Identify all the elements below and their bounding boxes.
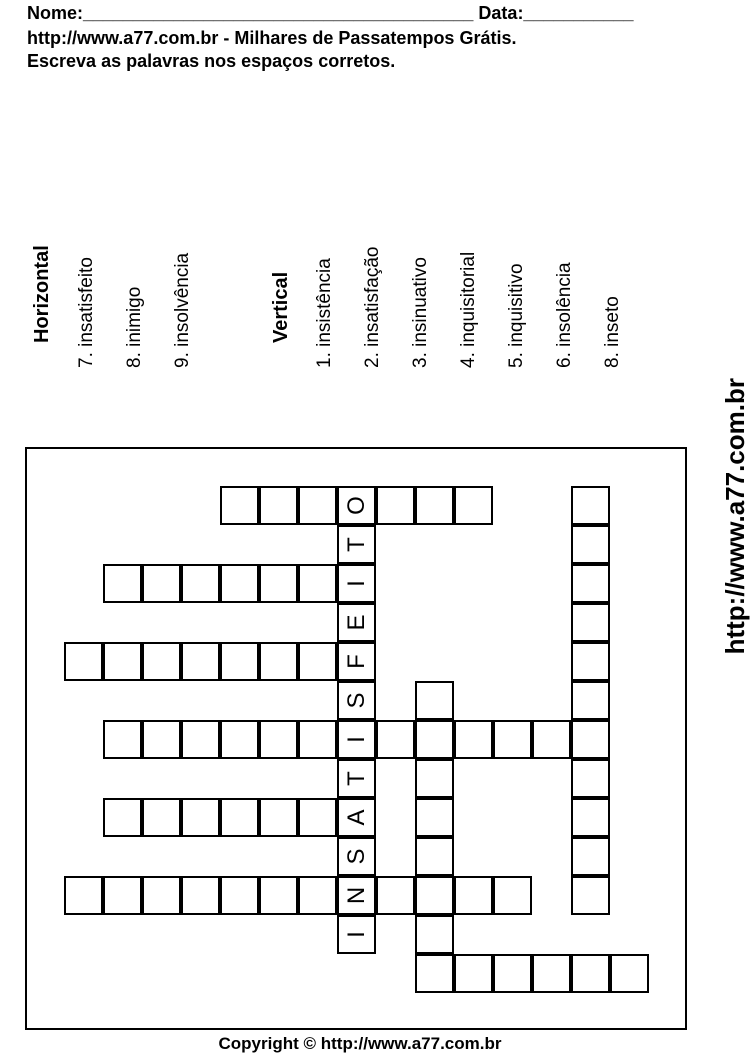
crossword-cell[interactable] [454,954,493,993]
crossword-cell[interactable] [415,720,454,759]
vertical-heading: Vertical [270,271,292,343]
clue-vertical-5: 5. inquisitivo [506,263,527,368]
crossword-cell[interactable] [64,642,103,681]
crossword-cell[interactable] [259,486,298,525]
name-date-line: Nome:_______________________________________ Data:___________ [27,3,634,23]
crossword-cell[interactable] [259,642,298,681]
crossword-cell[interactable] [571,798,610,837]
given-letter: E [342,614,370,631]
crossword-cell[interactable] [415,759,454,798]
crossword-cell[interactable] [571,564,610,603]
crossword-cell[interactable] [259,876,298,915]
clue-horizontal-9: 9. insolvência [172,252,193,368]
crossword-cell[interactable] [181,876,220,915]
crossword-cell[interactable] [571,486,610,525]
crossword-cell[interactable] [454,876,493,915]
crossword-cell[interactable] [571,876,610,915]
crossword-cell[interactable] [259,564,298,603]
crossword-cell[interactable] [571,681,610,720]
crossword-cell[interactable] [142,564,181,603]
crossword-cell[interactable] [142,642,181,681]
crossword-cell[interactable] [64,876,103,915]
crossword-cell[interactable] [181,564,220,603]
crossword-cell[interactable] [376,486,415,525]
given-letter: I [342,736,370,743]
clue-vertical-2: 2. insatisfação [362,246,383,368]
crossword-cell[interactable] [571,642,610,681]
crossword-cell[interactable] [220,876,259,915]
crossword-cell[interactable] [298,720,337,759]
clue-vertical-8: 8. inseto [602,296,623,368]
crossword-cell[interactable] [259,798,298,837]
crossword-cell[interactable] [376,876,415,915]
crossword-cell[interactable] [571,720,610,759]
crossword-cell[interactable] [415,798,454,837]
crossword-cell[interactable] [103,642,142,681]
clue-vertical-4: 4. inquisitorial [458,251,479,368]
crossword-cell[interactable] [415,486,454,525]
crossword-cell[interactable] [415,915,454,954]
crossword-cell[interactable] [142,876,181,915]
given-letter: I [342,931,370,938]
clue-vertical-6: 6. insolência [554,262,575,368]
crossword-cell[interactable] [493,954,532,993]
crossword-cell[interactable] [454,486,493,525]
crossword-cell[interactable] [298,798,337,837]
clue-vertical-3: 3. insinuativo [410,257,431,368]
side-url: http://www.a77.com.br [720,378,750,655]
crossword-cell[interactable] [532,720,571,759]
given-letter: O [342,496,370,515]
given-letter: F [342,654,370,669]
crossword-cell[interactable] [103,876,142,915]
given-letter: T [342,537,370,552]
clue-horizontal-8: 8. inimigo [124,286,145,368]
crossword-cell[interactable] [415,954,454,993]
crossword-cell[interactable] [493,720,532,759]
crossword-cell[interactable] [103,798,142,837]
copyright-footer: Copyright © http://www.a77.com.br [218,1034,502,1053]
crossword-cell[interactable] [142,798,181,837]
instruction-line: Escreva as palavras nos espaços corretos. [27,51,396,71]
crossword-cell[interactable] [298,642,337,681]
crossword-cell[interactable] [415,876,454,915]
given-letter: T [342,771,370,786]
crossword-cell[interactable] [220,798,259,837]
crossword-cell[interactable] [103,564,142,603]
crossword-cell[interactable] [298,876,337,915]
crossword-cell[interactable] [571,759,610,798]
horizontal-heading: Horizontal [31,245,53,343]
site-line: http://www.a77.com.br - Milhares de Passatempos Grátis. [27,28,517,48]
given-letter: I [342,580,370,587]
crossword-cell[interactable] [298,564,337,603]
crossword-cell[interactable] [415,681,454,720]
crossword-cell[interactable] [220,642,259,681]
crossword-cell[interactable] [610,954,649,993]
crossword-cell[interactable] [259,720,298,759]
given-letter: S [342,848,370,865]
clue-vertical-1: 1. insistência [314,258,335,368]
crossword-cell[interactable] [376,720,415,759]
given-letter: A [342,809,370,826]
crossword-cell[interactable] [454,720,493,759]
clue-horizontal-7: 7. insatisfeito [76,257,97,368]
crossword-cell[interactable] [220,720,259,759]
given-letter: S [342,692,370,709]
crossword-cell[interactable] [298,486,337,525]
crossword-cell[interactable] [571,954,610,993]
crossword-cell[interactable] [103,720,142,759]
crossword-cell[interactable] [415,837,454,876]
crossword-cell[interactable] [571,837,610,876]
crossword-cell[interactable] [220,564,259,603]
crossword-cell[interactable] [493,876,532,915]
crossword-cell[interactable] [532,954,571,993]
crossword-cell[interactable] [181,642,220,681]
given-letter: N [342,886,370,905]
crossword-cell[interactable] [571,525,610,564]
crossword-cell[interactable] [181,720,220,759]
crossword-cell[interactable] [142,720,181,759]
crossword-cell[interactable] [181,798,220,837]
crossword-cell[interactable] [220,486,259,525]
crossword-cell[interactable] [571,603,610,642]
